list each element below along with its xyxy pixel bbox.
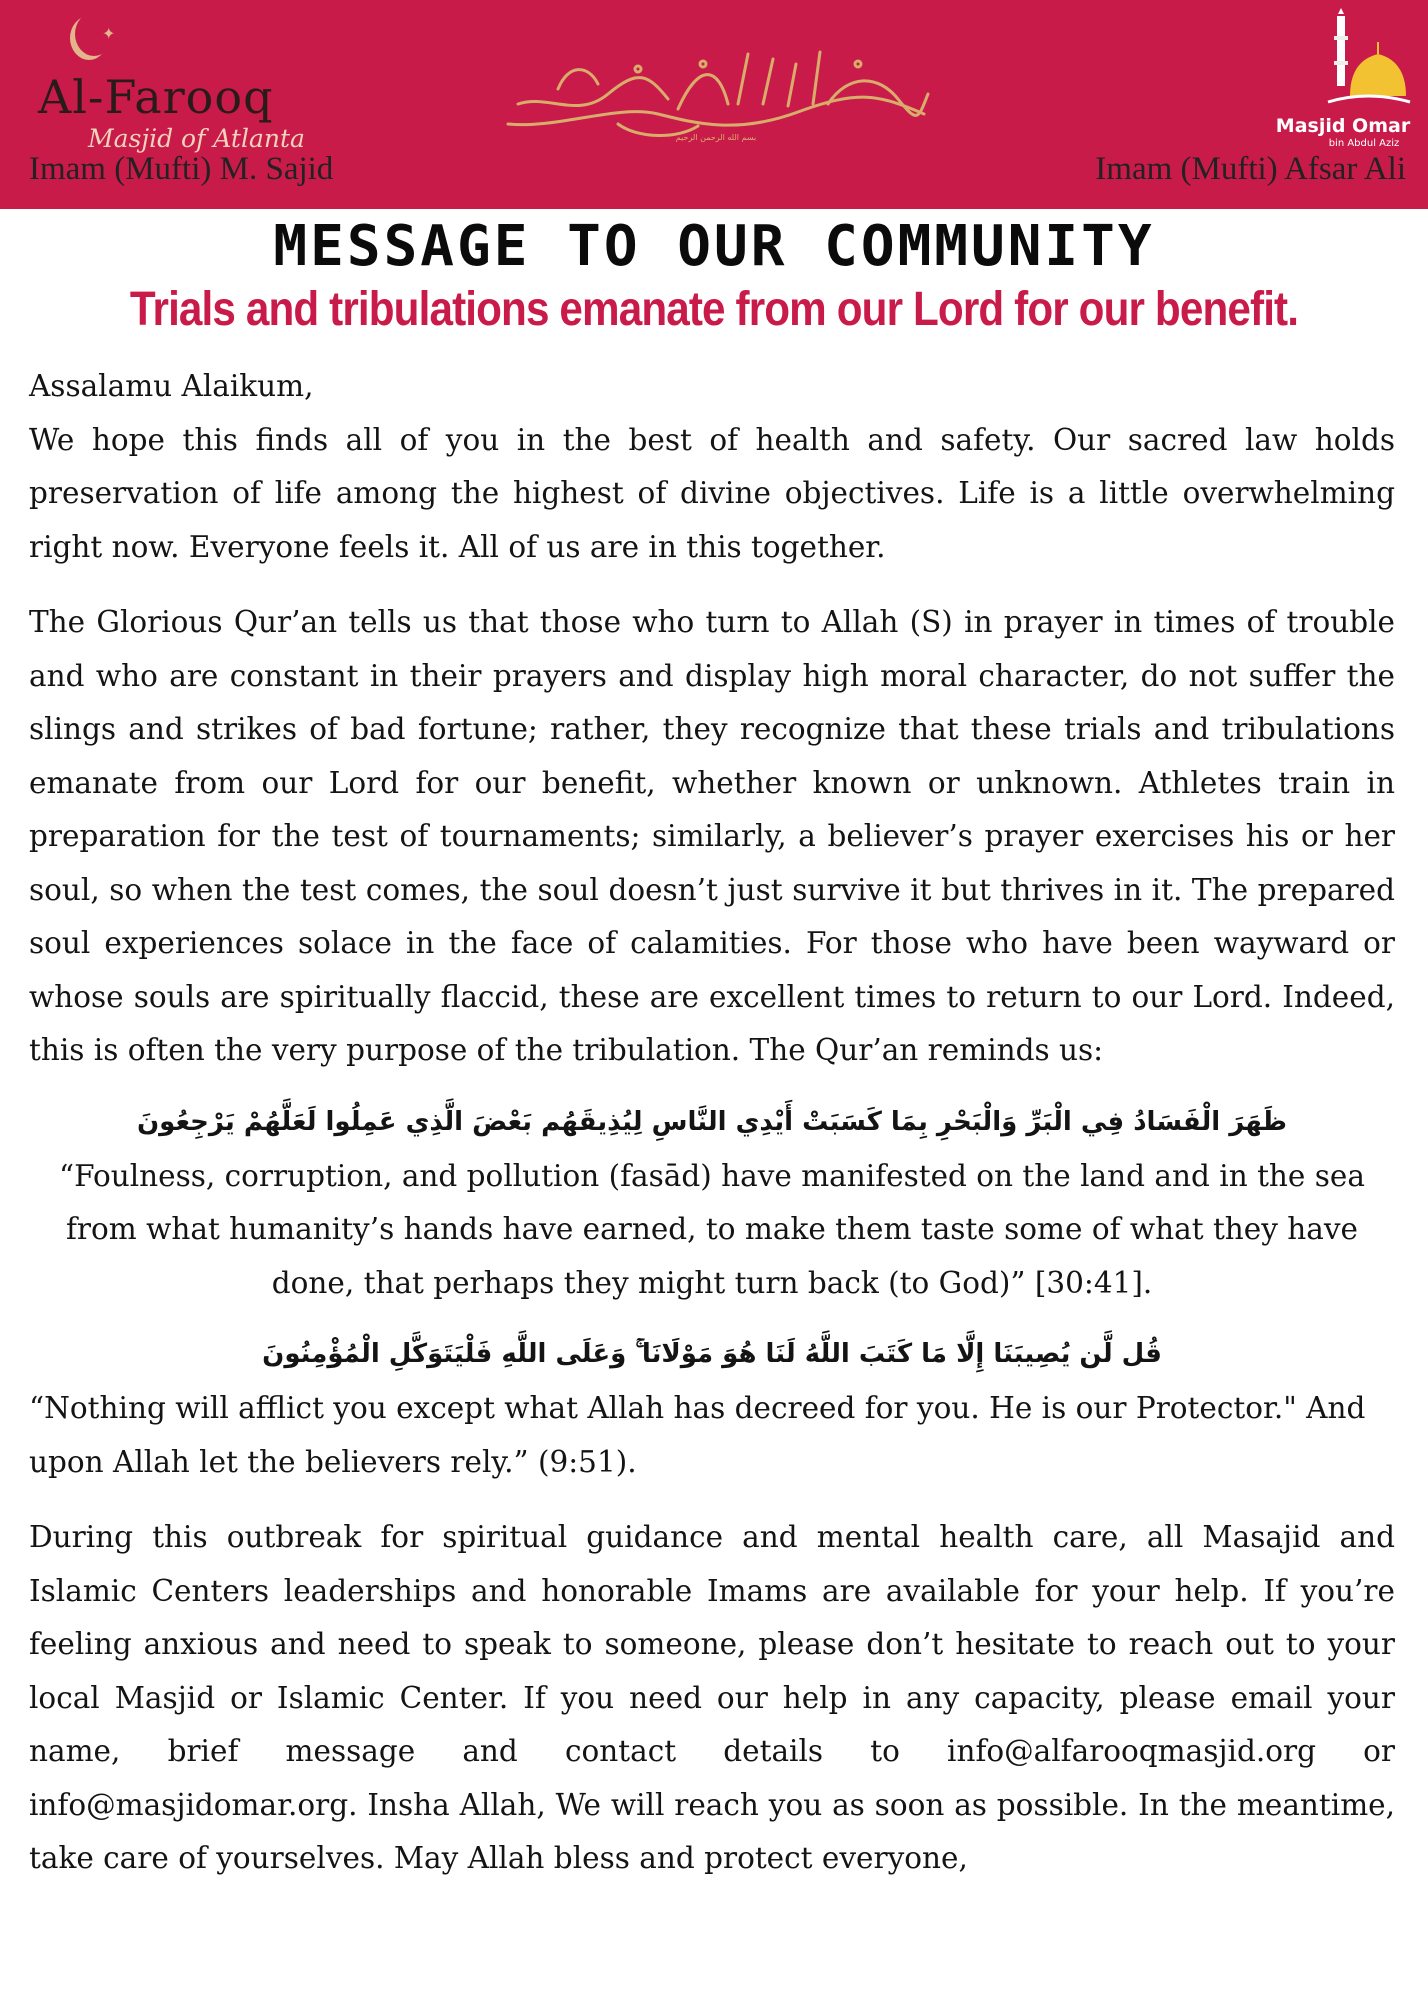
arabic-verse-2: قُل لَّن يُصِيبَنَا إِلَّا مَا كَتَبَ اللَّهُ لَنَا هُوَ مَوْلَانَا ۚ وَعَلَى اللَّهِ فَلْيَتَوَكَّلِ الْمُؤْمِنُونَ [262,1339,1162,1369]
page-subtitle: Trials and tribulations emanate from our Lord for our benefit. [129,283,1299,336]
al-farooq-logo-name: Al-Farooq [38,70,274,124]
arabic-verse-1: ظَهَرَ الْفَسَادُ فِي الْبَرِّ وَالْبَحْرِ بِمَا كَسَبَتْ أَيْدِي النَّاسِ لِيُذِيقَهُم بَعْضَ الَّذِي عَمِلُوا لَعَلَّهُمْ يَرْجِعُونَ [136,1106,1288,1137]
header-banner [0,0,1428,209]
letter-body [29,360,1395,1886]
paragraph-2: The Glorious Qur’an tells us that those who turn to Allah (S) in prayer in times of trouble and who are constant in their prayers and display high moral character, do not suffer the slings and strikes of bad fortune; rather, they recognize that these trials and tribulations emanate from our Lord for our benefit, whether known or unknown. Athletes train in preparation for the test of tournaments; similarly, a believer’s prayer exercises his or her soul, so when the test comes, the soul doesn’t just survive it but thrives in it. The prepared soul experiences solace in the face of calamities. For those who have been wayward or whose souls are spiritually flaccid, these are excellent times to return to our Lord. Indeed, this is often the very purpose of the tribulation. The Qur’an reminds us: [29,605,1395,1067]
paragraph-3: During this outbreak for spiritual guidance and mental health care, all Masajid and Islamic Centers leaderships and honorable Imams are available for your help. If you’re feeling anxious and need to speak to someone, please don’t hesitate to reach out to your local Masjid or Islamic Center. If you need our help in any capacity, please email your name, brief message and contact details to info@alfarooqmasjid.org or info@masjidomar.org. Insha Allah, We will reach you as soon as possible. In the meantime, take care of yourselves. May Allah bless and protect everyone, [29,1520,1395,1875]
greeting: Assalamu Alaikum, [29,369,314,403]
left-imam-name: Imam (Mufti) M. Sajid [29,151,334,187]
bismillah-calligraphy [498,34,934,144]
right-imam-name: Imam (Mufti) Afsar Ali [1095,151,1406,187]
al-farooq-logo-subtitle: Masjid of Atlanta [88,124,305,153]
bismillah-calligraphy-text: بسم الله الرحمن الرحيم [675,133,757,142]
paragraph-1: We hope this finds all of you in the best of health and safety. Our sacred law holds preservation of life among the highest of divine objectives. Life is a little overwhelming right now. Everyone feels it. All of us are in this together. [29,422,1395,564]
masjid-omar-subtitle: bin Abdul Aziz [1328,138,1400,149]
al-farooq-logo [28,6,368,156]
page-title: MESSAGE TO OUR COMMUNITY [273,214,1155,279]
star-icon: ✦ [102,24,116,43]
masjid-omar-name: Masjid Omar [1275,115,1411,137]
masjid-omar-logo [1268,6,1418,151]
translation-2: “Nothing will afflict you except what Allah has decreed for you. He is our Protector." And upon Allah let the believers rely.” (9:51). [29,1391,1366,1479]
translation-1: “Foulness, corruption, and pollution (fasād) have manifested on the land and in the sea from what humanity’s hands have earned, to make them taste some of what they have done, that perhaps they might turn back (to God)” [30:41]. [59,1158,1365,1300]
masjid-omar-emblem [1268,6,1418,151]
